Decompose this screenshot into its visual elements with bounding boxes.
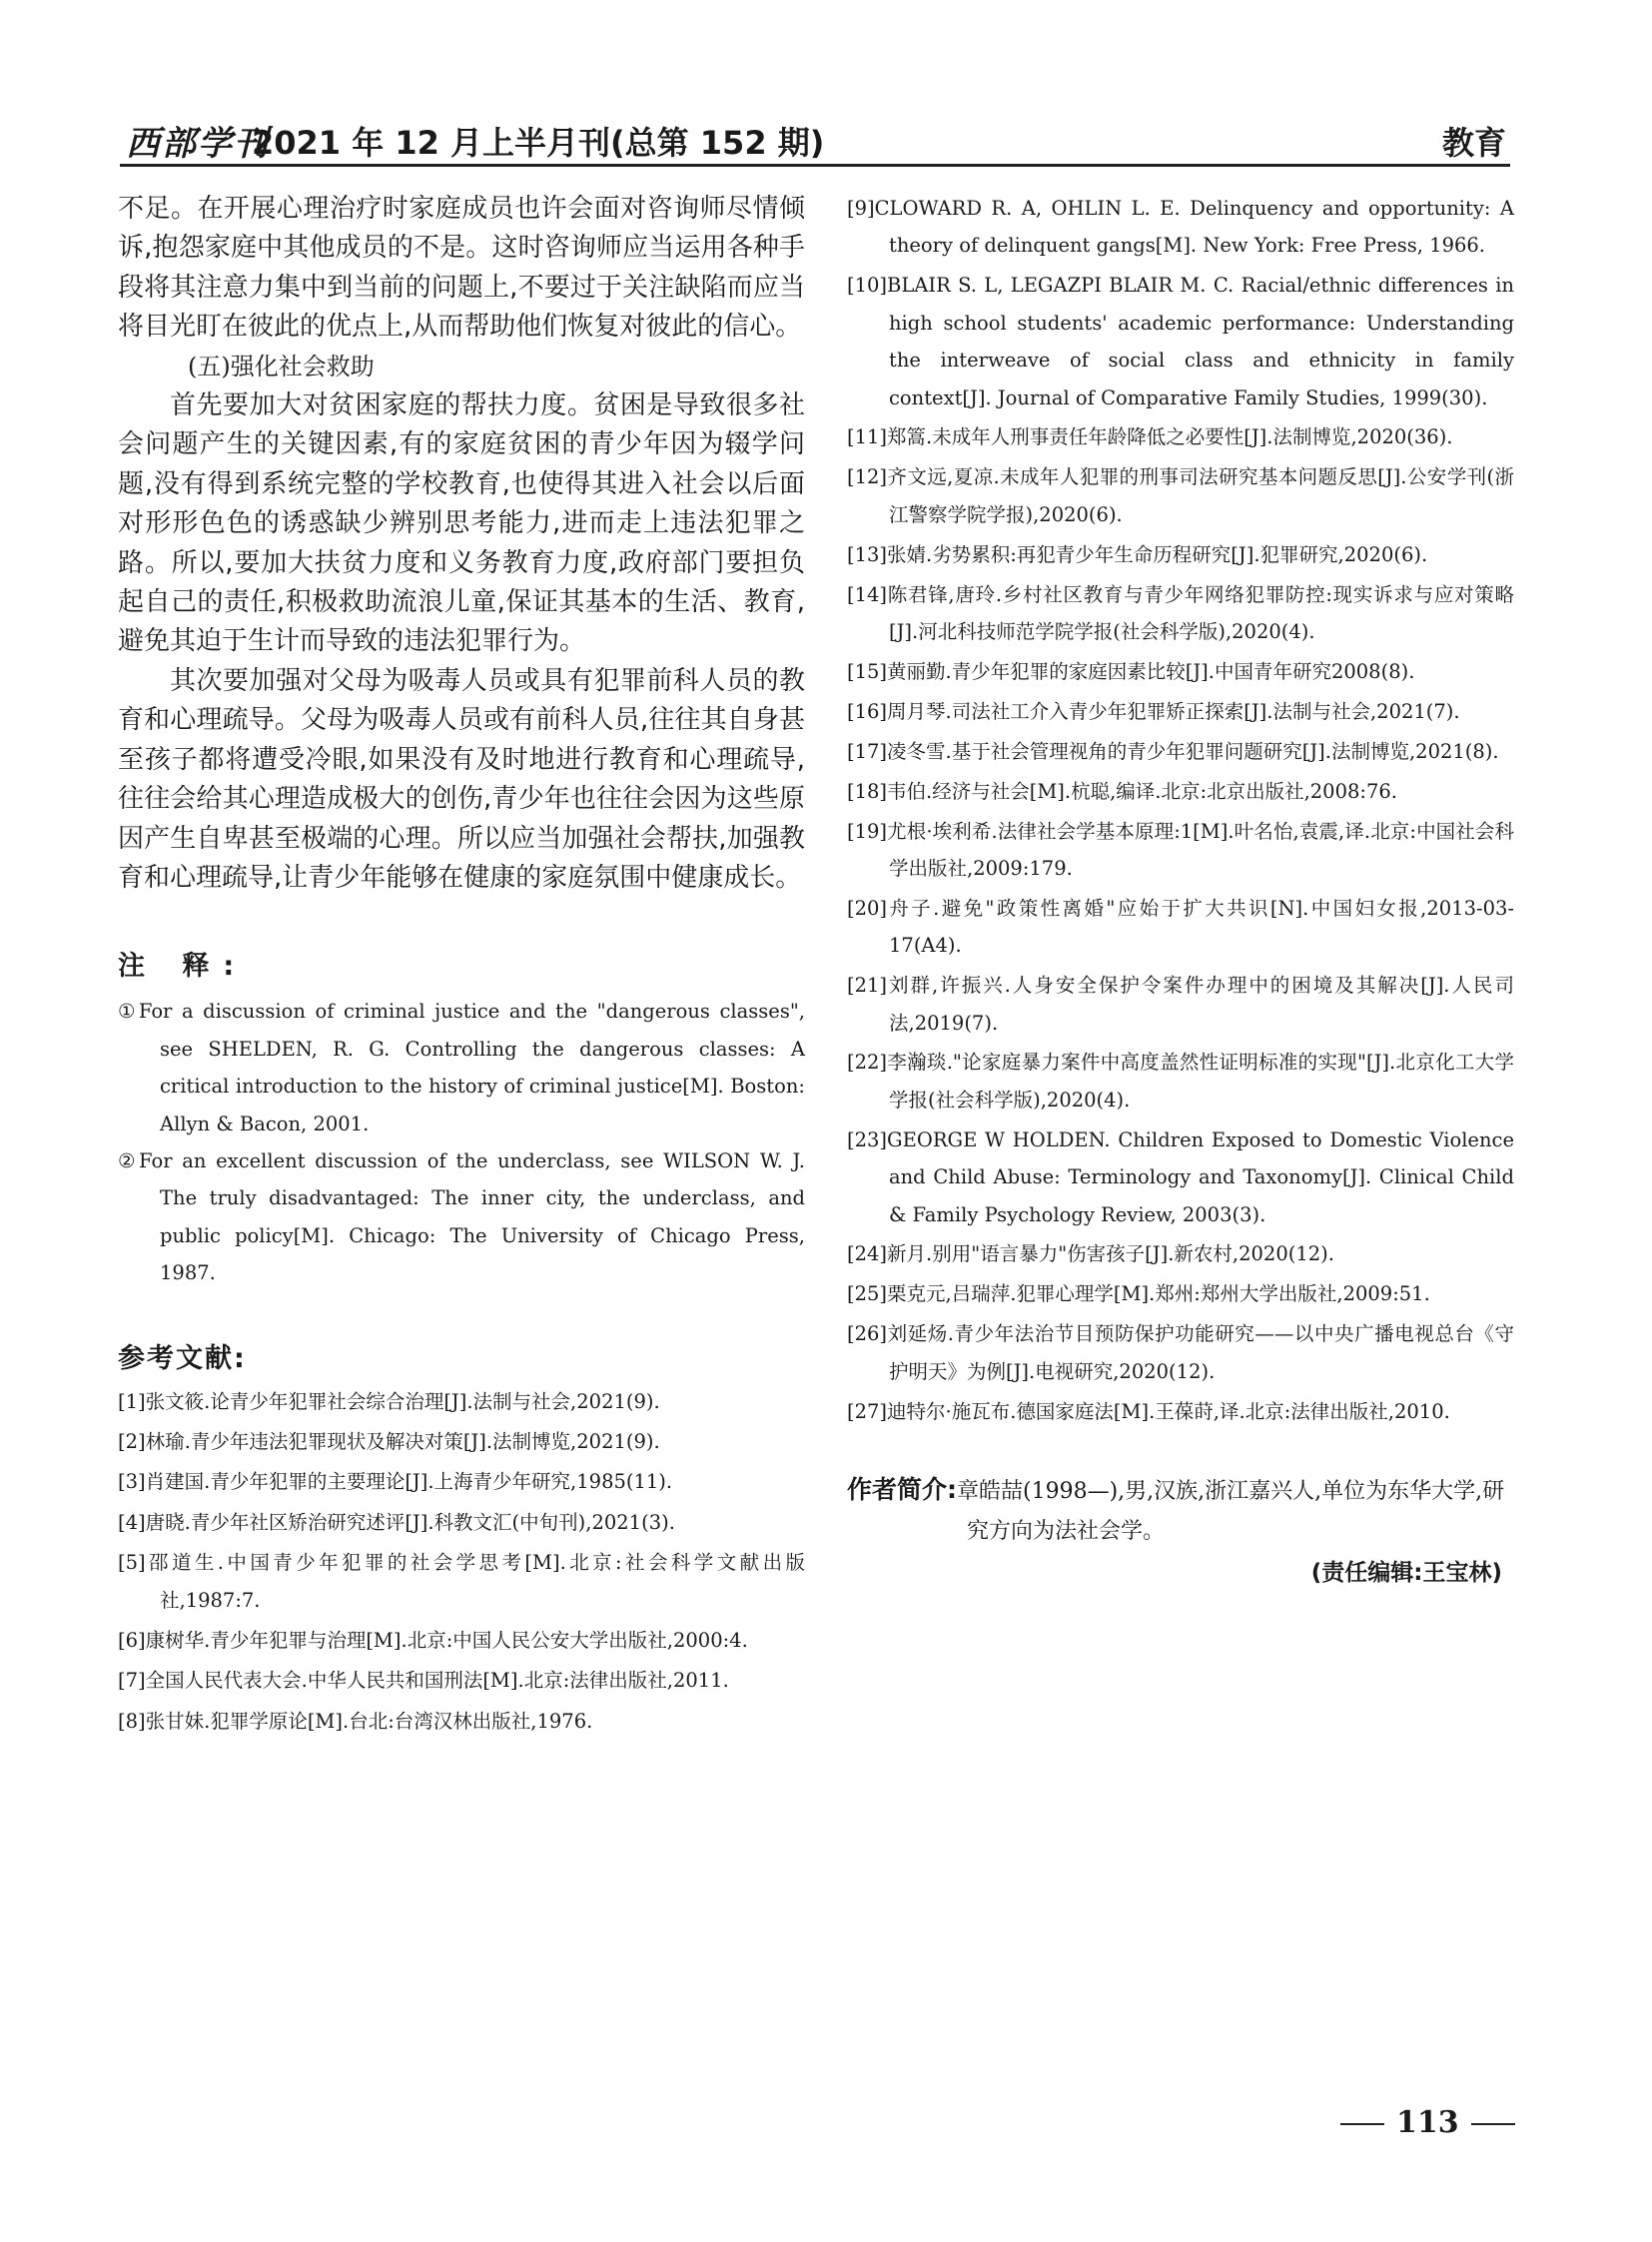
reference-item: [1]张文筱.论青少年犯罪社会综合治理[J].法制与社会,2021(9).: [118, 1389, 660, 1413]
author-bio-text: 章皓喆(1998—),男,汉族,浙江嘉兴人,单位为东华大学,研究方向为法社会学。: [957, 1479, 1505, 1544]
references-heading: 参考文献:: [118, 1342, 247, 1374]
author-bio: [847, 1470, 1514, 1552]
page-number-value: 113: [1396, 2105, 1459, 2140]
note-item: ①For a discussion of criminal justice and the "dangerous classes", see SHELDEN, R. G. Controlling the dangerous classes: A critical introduction to the history of criminal justice[M]. Boston: Allyn & Bacon, 2001.: [118, 1000, 805, 1135]
reference-item: [6]康树华.青少年犯罪与治理[M].北京:中国人民公安大学出版社,2000:4.: [118, 1629, 748, 1652]
body-paragraph: 首先要加大对贫困家庭的帮扶力度。贫困是导致很多社会问题产生的关键因素,有的家庭贫困的青少年因为辍学问题,没有得到系统完整的学校教育,也使得其进入社会以后面对形形色色的诱惑缺少辨别思考能力,进而走上违法犯罪之路。所以,要加大扶贫力度和义务教育力度,政府部门要担负起自己的责任,积极救助流浪儿童,保证其基本的生活、教育,避免其迫于生计而导致的违法犯罪行为。: [118, 390, 805, 657]
page-number-dash-right: [1471, 2123, 1515, 2125]
issue-info: 2021 年 12 月上半月刊(总第 152 期): [252, 124, 825, 162]
notes-heading: 注 释:: [118, 951, 249, 983]
reference-item: [3]肖建国.青少年犯罪的主要理论[J].上海青少年研究,1985(11).: [118, 1470, 673, 1494]
reference-item: [19]尤根·埃利希.法律社会学基本原理:1[M].叶名怡,袁震,译.北京:中国社会科学出版社,2009:179.: [847, 819, 1514, 880]
reference-item: [9]CLOWARD R. A, OHLIN L. E. Delinquency and opportunity: A theory of delinquent gangs[M]. New York: Free Press, 1966.: [847, 197, 1514, 258]
body-paragraph: 其次要加强对父母为吸毒人员或具有犯罪前科人员的教育和心理疏导。父母为吸毒人员或有前科人员,往往其自身甚至孩子都将遭受冷眼,如果没有及时地进行教育和心理疏导,往往会给其心理造成极大的创伤,青少年也往往会因为这些原因产生自卑甚至极端的心理。所以应当加强社会帮扶,加强教育和心理疏导,让青少年能够在健康的家庭氛围中健康成长。: [118, 665, 805, 893]
author-bio-label: 作者简介:: [847, 1475, 957, 1504]
reference-item: [16]周月琴.司法社工介入青少年犯罪矫正探索[J].法制与社会,2021(7).: [847, 699, 1460, 723]
reference-item: [21]刘群,许振兴.人身安全保护令案件办理中的困境及其解决[J].人民司法,2019(7).: [847, 974, 1514, 1035]
reference-item: [22]李瀚琰."论家庭暴力案件中高度盖然性证明标准的实现"[J].北京化工大学学报(社会科学版),2020(4).: [847, 1051, 1514, 1112]
reference-item: [15]黄丽勤.青少年犯罪的家庭因素比较[J].中国青年研究2008(8).: [847, 659, 1415, 683]
right-column: [847, 190, 1514, 1587]
note-item: ②For an excellent discussion of the underclass, see WILSON W. J. The truly disadvantaged: The inner city, the underclass, and public policy[M]. Chicago: The University of Chicago Press, 1987.: [118, 1148, 805, 1285]
responsible-editor: (责任编辑:王宝林): [1310, 1560, 1502, 1586]
page-header: [120, 112, 1510, 167]
reference-item: [13]张婧.劣势累积:再犯青少年生命历程研究[J].犯罪研究,2020(6).: [847, 542, 1428, 566]
reference-item: [20]舟子.避免"政策性离婚"应始于扩大共识[N].中国妇女报,2013-03-17(A4).: [847, 896, 1514, 958]
reference-item: [5]邵道生.中国青少年犯罪的社会学思考[M].北京:社会科学文献出版社,1987:7.: [118, 1551, 805, 1612]
section-heading: (五)强化社会救助: [188, 352, 375, 380]
reference-item: [27]迪特尔·施瓦布.德国家庭法[M].王葆莳,译.北京:法律出版社,2010.: [847, 1399, 1450, 1423]
page-number: [1328, 2105, 1527, 2140]
reference-item: [2]林瑜.青少年违法犯罪现状及解决对策[J].法制博览,2021(9).: [118, 1429, 660, 1453]
reference-item: [11]郑篙.未成年人刑事责任年龄降低之必要性[J].法制博览,2020(36).: [847, 425, 1453, 449]
journal-logo: 西部学刊: [126, 124, 270, 164]
reference-item: [4]唐晓.青少年社区矫治研究述评[J].科教文汇(中旬刊),2021(3).: [118, 1510, 675, 1534]
reference-item: [23]GEORGE W HOLDEN. Children Exposed to Domestic Violence and Child Abuse: Terminology and Taxonomy[J]. Clinical Child & Family Psychology Review, 2003(3).: [847, 1127, 1514, 1226]
page-number-dash-left: [1340, 2123, 1384, 2125]
reference-item: [24]新月.别用"语言暴力"伤害孩子[J].新农村,2020(12).: [847, 1242, 1334, 1266]
reference-item: [18]韦伯.经济与社会[M].杭聪,编译.北京:北京出版社,2008:76.: [847, 779, 1397, 803]
reference-item: [12]齐文远,夏凉.未成年人犯罪的刑事司法研究基本问题反思[J].公安学刊(浙江警察学院学报),2020(6).: [847, 465, 1514, 526]
left-column: [118, 190, 805, 1743]
reference-item: [14]陈君锋,唐玲.乡村社区教育与青少年网络犯罪防控:现实诉求与应对策略[J].河北科技师范学院学报(社会科学版),2020(4).: [847, 582, 1514, 643]
reference-item: [26]刘延炀.青少年法治节目预防保护功能研究——以中央广播电视总台《守护明天》为例[J].电视研究,2020(12).: [847, 1322, 1514, 1383]
reference-item: [10]BLAIR S. L, LEGAZPI BLAIR M. C. Racial/ethnic differences in high school students' academic performance: Understanding the interweave of social class and ethnicity in family context[J]. Journal of Comparative Family Studies, 1999(30).: [847, 274, 1514, 409]
reference-item: [25]栗克元,吕瑞萍.犯罪心理学[M].郑州:郑州大学出版社,2009:51.: [847, 1282, 1430, 1306]
reference-item: [7]全国人民代表大会.中华人民共和国刑法[M].北京:法律出版社,2011.: [118, 1669, 729, 1693]
body-paragraph: 不足。在开展心理治疗时家庭成员也许会面对咨询师尽情倾诉,抱怨家庭中其他成员的不是。这时咨询师应当运用各种手段将其注意力集中到当前的问题上,不要过于关注缺陷而应当将目光盯在彼此的优点上,从而帮助他们恢复对彼此的信心。: [118, 194, 805, 343]
reference-item: [8]张甘妹.犯罪学原论[M].台北:台湾汉林出版社,1976.: [118, 1709, 593, 1733]
section-label: 教育: [1441, 124, 1506, 162]
reference-item: [17]凌冬雪.基于社会管理视角的青少年犯罪问题研究[J].法制博览,2021(8).: [847, 739, 1499, 763]
